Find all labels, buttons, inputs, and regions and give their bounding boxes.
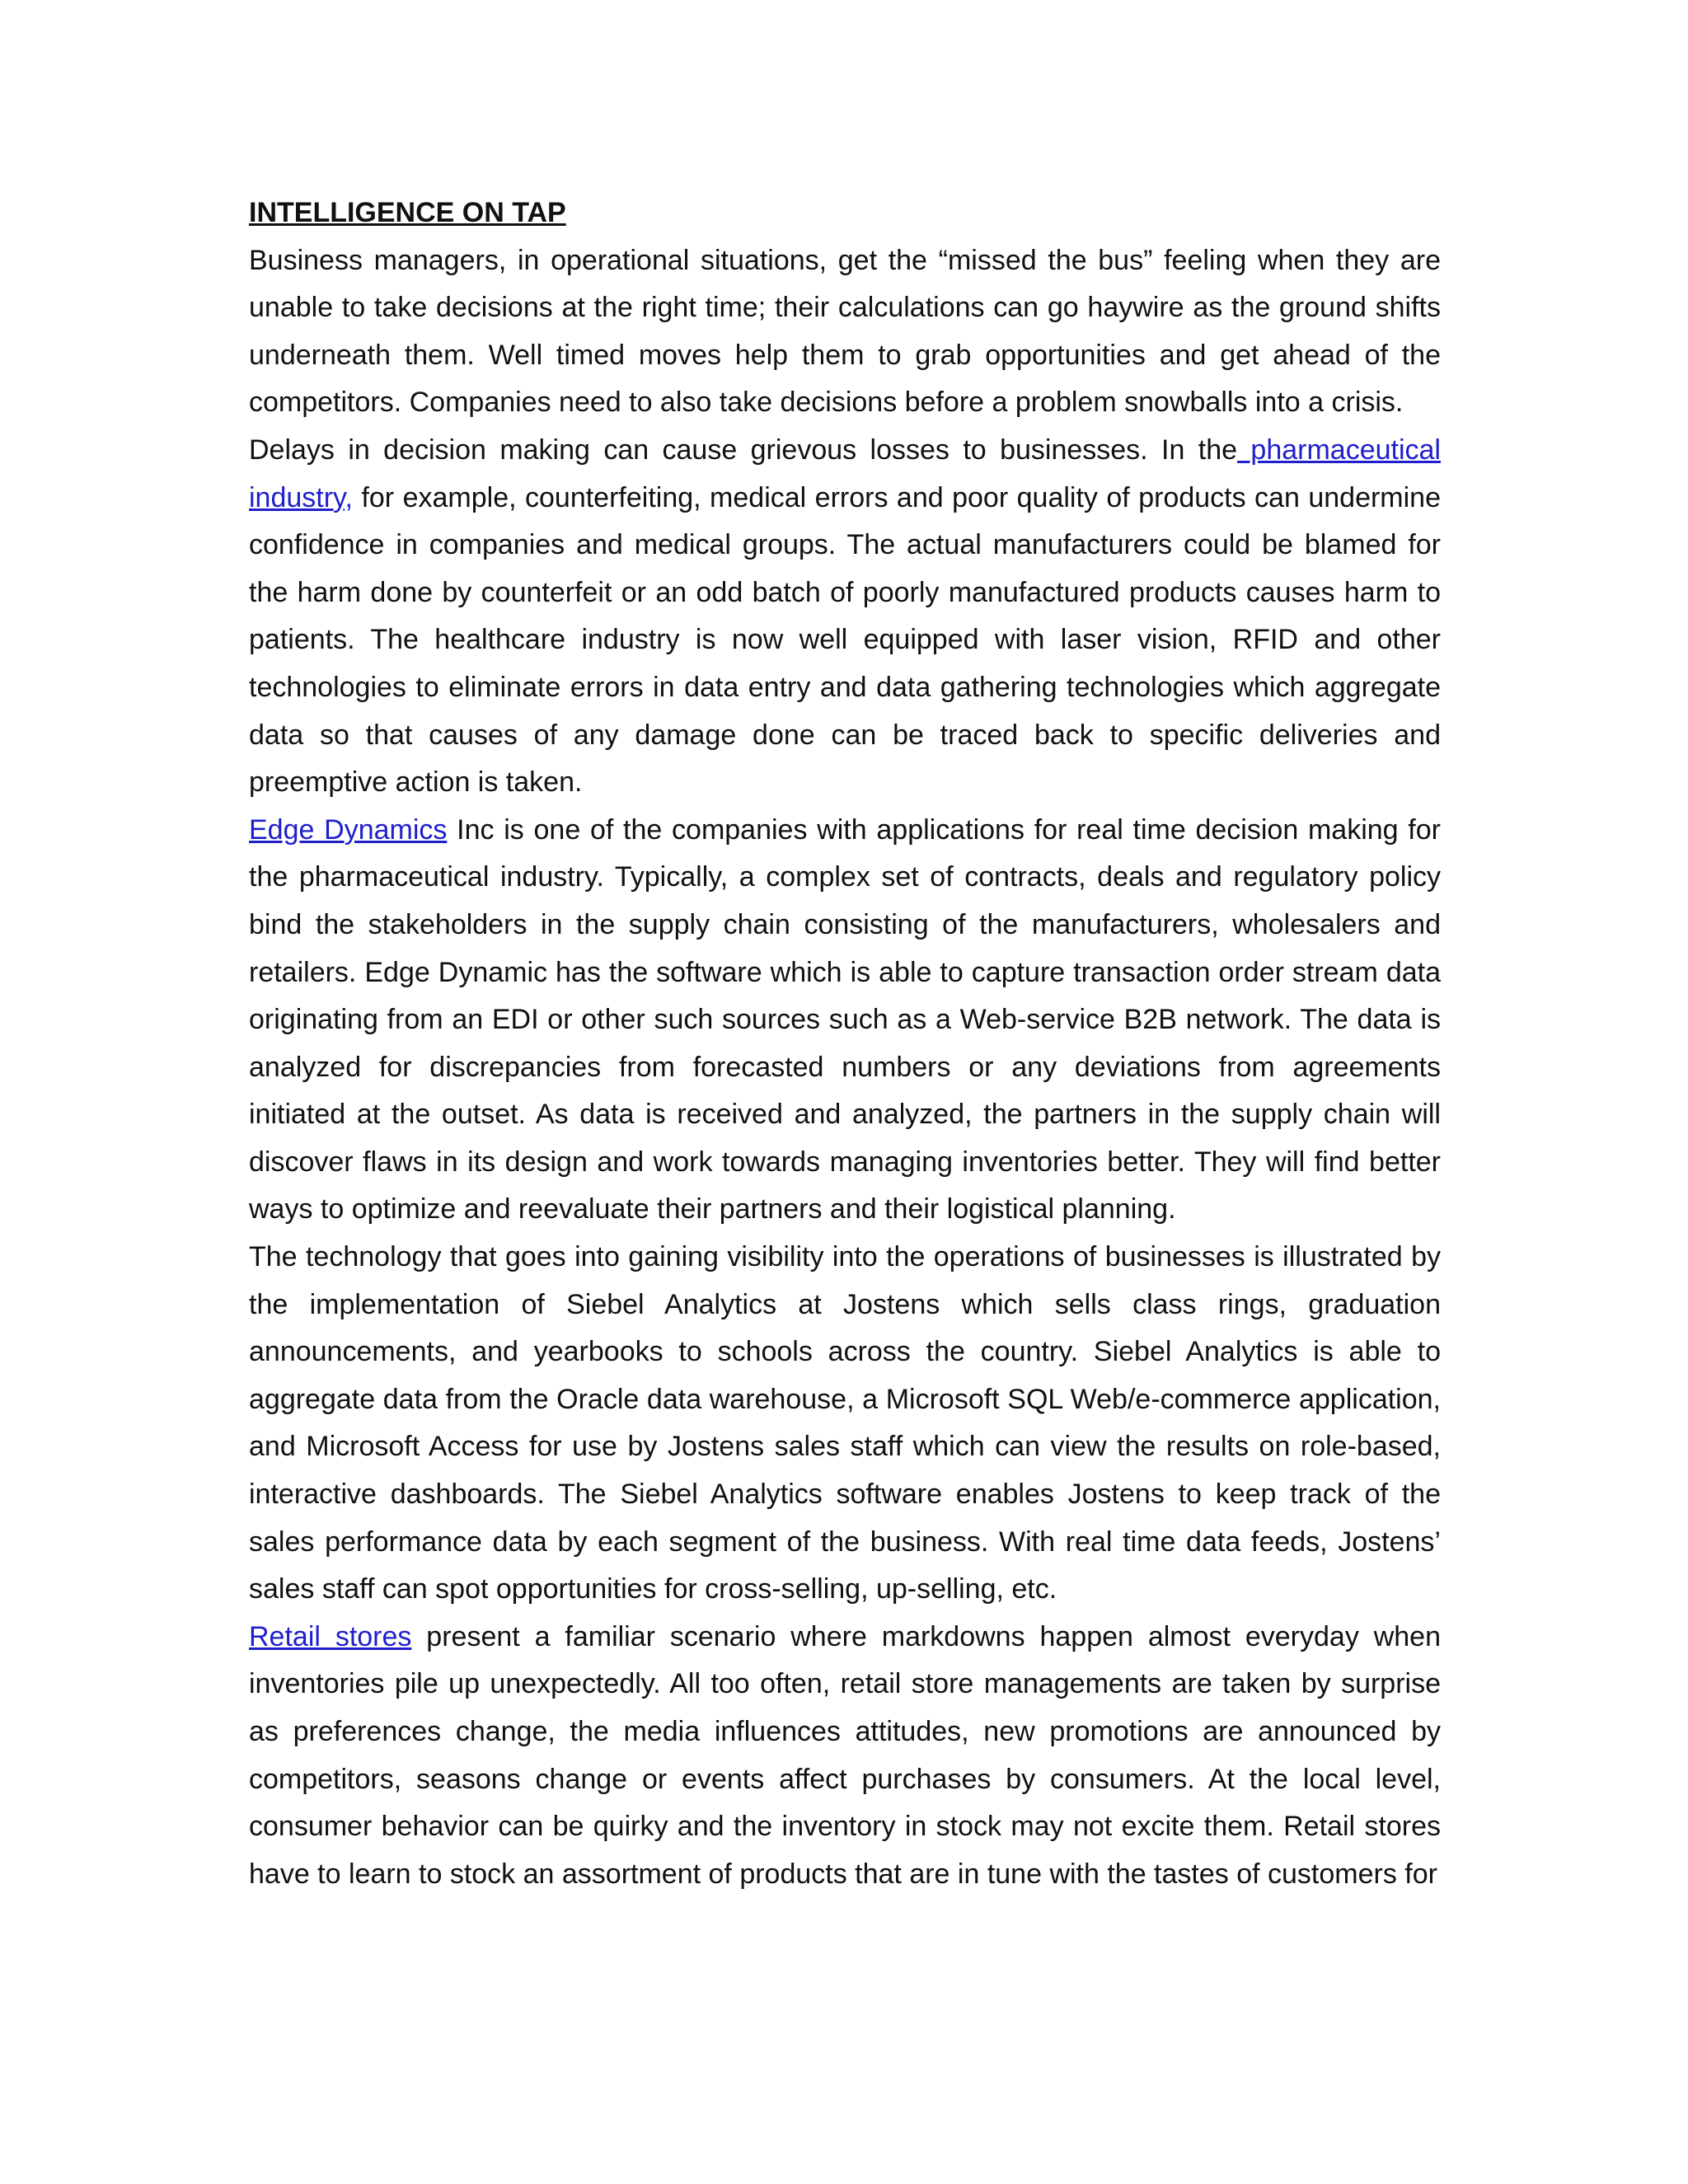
paragraph-pharmaceutical [249,427,1441,807]
paragraph-edge-dynamics [249,807,1441,1234]
pharmaceutical-industry-link[interactable]: pharmaceutical industry, [249,434,1441,513]
paragraph-siebel-analytics-text: The technology that goes into gaining visibility into the operations of businesses is illustrated by the implementation of Siebel Analytics at Jostens which sells class rings, graduation announcements, and yearbooks to schools across the country. Siebel Analytics is able to aggregate data from the Oracle data warehouse, a Microsoft SQL Web/e-commerce application, and Microsoft Access for use by Jostens sales staff which can view the results on role-based, interactive dashboards. The Siebel Analytics software enables Jostens to keep track of the sales performance data by each segment of the business. With real time data feeds, Jostens’ sales staff can spot opportunities for cross-selling, up-selling, etc. [249,1241,1441,1605]
paragraph-intro [249,237,1441,427]
edge-dynamics-link[interactable]: Edge Dynamics [249,813,448,846]
paragraph-pharmaceutical-rest: for example, counterfeiting, medical errors and poor quality of products can undermine confidence in companies and medical groups. The actual manufacturers could be blamed for the harm done by counterfeit or an odd batch of poorly manufactured products causes harm to patients. The healthcare industry is now well equipped with laser vision, RFID and other technologies to eliminate errors in data entry and data gathering technologies which aggregate data so that causes of any damage done can be traced back to specific deliveries and preemptive action is taken. [249,481,1441,799]
paragraph-pharmaceutical-lead: Delays in decision making can cause grievous losses to businesses. In the [249,434,1238,466]
paragraph-edge-dynamics-rest: Inc is one of the companies with applications for real time decision making for the pharmaceutical industry. Typically, a complex set of contracts, deals and regulatory policy bind the stakeholders in the supply chain consisting of the manufacturers, wholesalers and retailers. Edge Dynamic has the software which is able to capture transaction order stream data originating from an EDI or other such sources such as a Web-service B2B network. The data is analyzed for discrepancies from forecasted numbers or any deviations from agreements initiated at the outset. As data is received and analyzed, the partners in the supply chain will discover flaws in its design and work towards managing inventories better. They will find better ways to optimize and reevaluate their partners and their logistical planning. [249,813,1441,1226]
paragraph-retail-stores-rest: present a familiar scenario where markdowns happen almost everyday when inventories pile up unexpectedly. All too often, retail store managements are taken by surprise as preferences change, the media influences attitudes, new promotions are announced by competitors, seasons change or events affect purchases by consumers. At the local level, consumer behavior can be quirky and the inventory in stock may not excite them. Retail stores have to learn to stock an assortment of products that are in tune with the tastes of customers for [249,1620,1441,1890]
document-body [249,190,1441,1898]
page-title: INTELLIGENCE ON TAP [249,197,566,228]
retail-stores-link[interactable]: Retail stores [249,1620,412,1652]
paragraph-intro-text: Business managers, in operational situations, get the “missed the bus” feeling when they are unable to take decisions at the right time; their calculations can go haywire as the ground shifts underneath them. Well timed moves help them to grab opportunities and get ahead of the competitors. Companies need to also take decisions before a problem snowballs into a crisis. [249,244,1441,419]
paragraph-siebel-analytics [249,1234,1441,1614]
paragraph-retail-stores [249,1614,1441,1899]
